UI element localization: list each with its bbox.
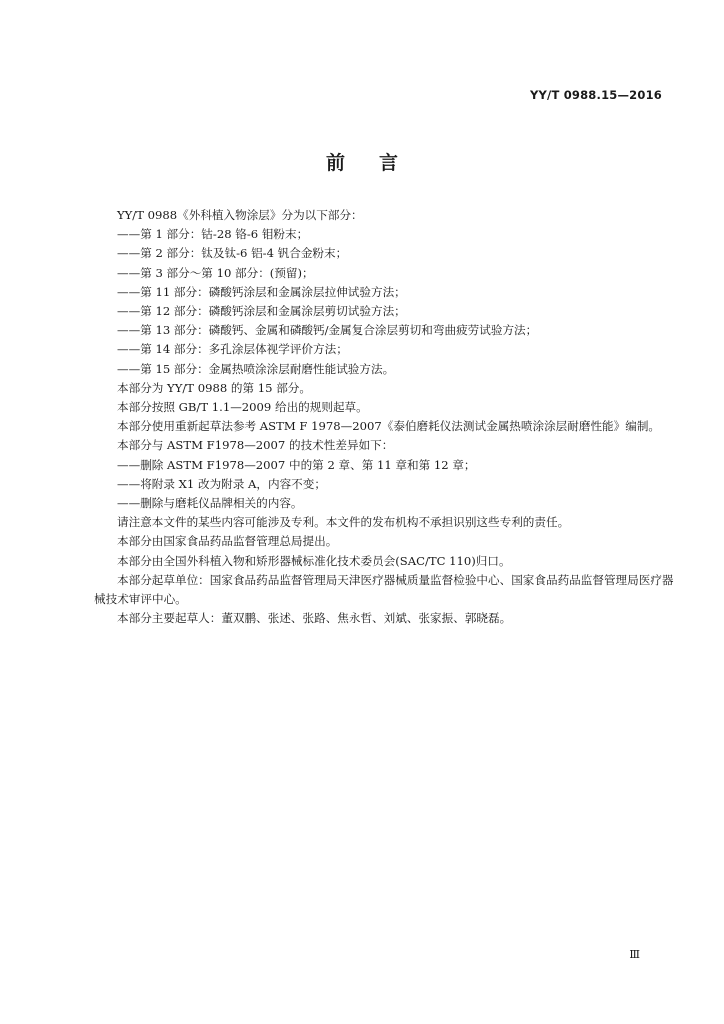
list-item-part-15: ——第 15 部分：金属热喷涂涂层耐磨性能试验方法。: [117, 361, 395, 376]
list-item-part-11: ——第 11 部分：磷酸钙涂层和金属涂层拉伸试验方法；: [117, 284, 406, 299]
paragraph-part-number: 本部分为 YY/T 0988 的第 15 部分。: [117, 380, 311, 395]
paragraph-patent-notice: 请注意本文件的某些内容可能涉及专利。本文件的发布机构不承担识别这些专利的责任。: [117, 515, 570, 530]
page-title: 前言: [325, 152, 432, 174]
paragraph-drafting-rules: 本部分按照 GB/T 1.1—2009 给出的规则起草。: [117, 400, 368, 415]
list-item-part-12: ——第 12 部分：磷酸钙涂层和金属涂层剪切试验方法；: [117, 304, 406, 319]
list-item-difference-3: ——删除与磨耗仪品牌相关的内容。: [117, 496, 303, 511]
paragraph-differences-intro: 本部分与 ASTM F1978—2007 的技术性差异如下：: [117, 438, 394, 453]
list-item-part-3-10: ——第 3 部分～第 10 部分：(预留)；: [117, 265, 314, 280]
paragraph-administered-by: 本部分由全国外科植入物和矫形器械标准化技术委员会(SAC/TC 110)归口。: [117, 553, 511, 568]
list-item-part-1: ——第 1 部分：钴-28 铬-6 钼粉末；: [117, 227, 309, 242]
list-item-part-13: ——第 13 部分：磷酸钙、金属和磷酸钙/金属复合涂层剪切和弯曲疲劳试验方法；: [117, 323, 538, 338]
list-item-part-2: ——第 2 部分：钛及钛-6 铝-4 钒合金粉末；: [117, 246, 348, 261]
paragraph-parts-intro: YY/T 0988《外科植入物涂层》分为以下部分：: [117, 208, 363, 222]
paragraph-proposed-by: 本部分由国家食品药品监督管理总局提出。: [117, 534, 338, 549]
paragraph-reference-standard: 本部分使用重新起草法参考 ASTM F 1978—2007《泰伯磨耗仪法测试金属热喷涂涂层耐磨性能》编制。: [117, 419, 661, 434]
standard-code: YY/T 0988.15—2016: [530, 88, 662, 102]
foreword-body: [94, 206, 674, 628]
paragraph-drafting-units: 本部分起草单位：国家食品药品监督管理局天津医疗器械质量监督检验中心、国家食品药品监督管理局医疗器械技术审评中心。: [94, 572, 674, 607]
page-number: Ⅲ: [629, 948, 640, 961]
paragraph-drafters: 本部分主要起草人：董双鹏、张述、张路、焦永哲、刘斌、张家振、郭晓磊。: [117, 611, 512, 626]
list-item-difference-2: ——将附录 X1 改为附录 A，内容不变；: [117, 476, 326, 491]
list-item-part-14: ——第 14 部分：多孔涂层体视学评价方法；: [117, 342, 348, 357]
list-item-difference-1: ——删除 ASTM F1978—2007 中的第 2 章、第 11 章和第 12 章；: [117, 457, 476, 472]
